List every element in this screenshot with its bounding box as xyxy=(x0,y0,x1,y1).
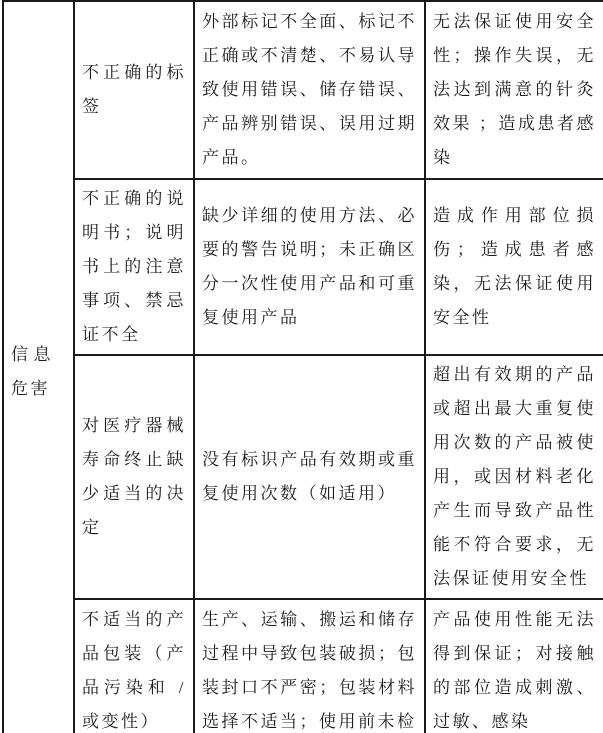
hazard-category-cell xyxy=(3,1,74,733)
table-row xyxy=(3,1,603,179)
table-row xyxy=(3,355,603,599)
hazard-cell-row4: 不适当的产品包装（产品污染和 / 或变性） xyxy=(74,599,194,733)
hazard-cell-row1: 不正确的标签 xyxy=(74,1,194,179)
cause-cell-row1: 外部标记不全面、标记不正确或不清楚、不易认导致使用错误、储存错误、产品辨别错误、误用过期产品。 xyxy=(194,1,425,179)
effect-cell-row4: 产品使用性能无法得到保证；对接触的部位造成刺激、过敏、感染 xyxy=(425,599,603,733)
effect-cell-row1: 无法保证使用安全性；操作失误，无法达到满意的针灸效果 ；造成患者感染 xyxy=(425,1,603,179)
table-row xyxy=(3,179,603,355)
hazard-category-label: 信息危害 xyxy=(11,344,53,398)
effect-cell-row2: 造成作用部位损伤；造成患者感染，无法保证使用安全性 xyxy=(425,179,603,355)
cause-cell-row4: 生产、运输、搬运和储存过程中导致包装破损；包装封口不严密；包装材料选择不适当；使用前未检 xyxy=(194,599,425,733)
cause-cell-row3: 没有标识产品有效期或重复使用次数（如适用） xyxy=(194,355,425,599)
table-row xyxy=(3,599,603,733)
hazard-cell-row3: 对医疗器械寿命终止缺少适当的决定 xyxy=(74,355,194,599)
risk-analysis-table xyxy=(2,0,603,733)
hazard-cell-row2: 不正确的说明书；说明书上的注意事项、禁忌证不全 xyxy=(74,179,194,355)
effect-cell-row3: 超出有效期的产品或超出最大重复使用次数的产品被使用，或因材料老化产生而导致产品性能不符合要求，无法保证使用安全性 xyxy=(425,355,603,599)
cause-cell-row2: 缺少详细的使用方法、必要的警告说明；未正确区分一次性使用产品和可重复使用产品 xyxy=(194,179,425,355)
